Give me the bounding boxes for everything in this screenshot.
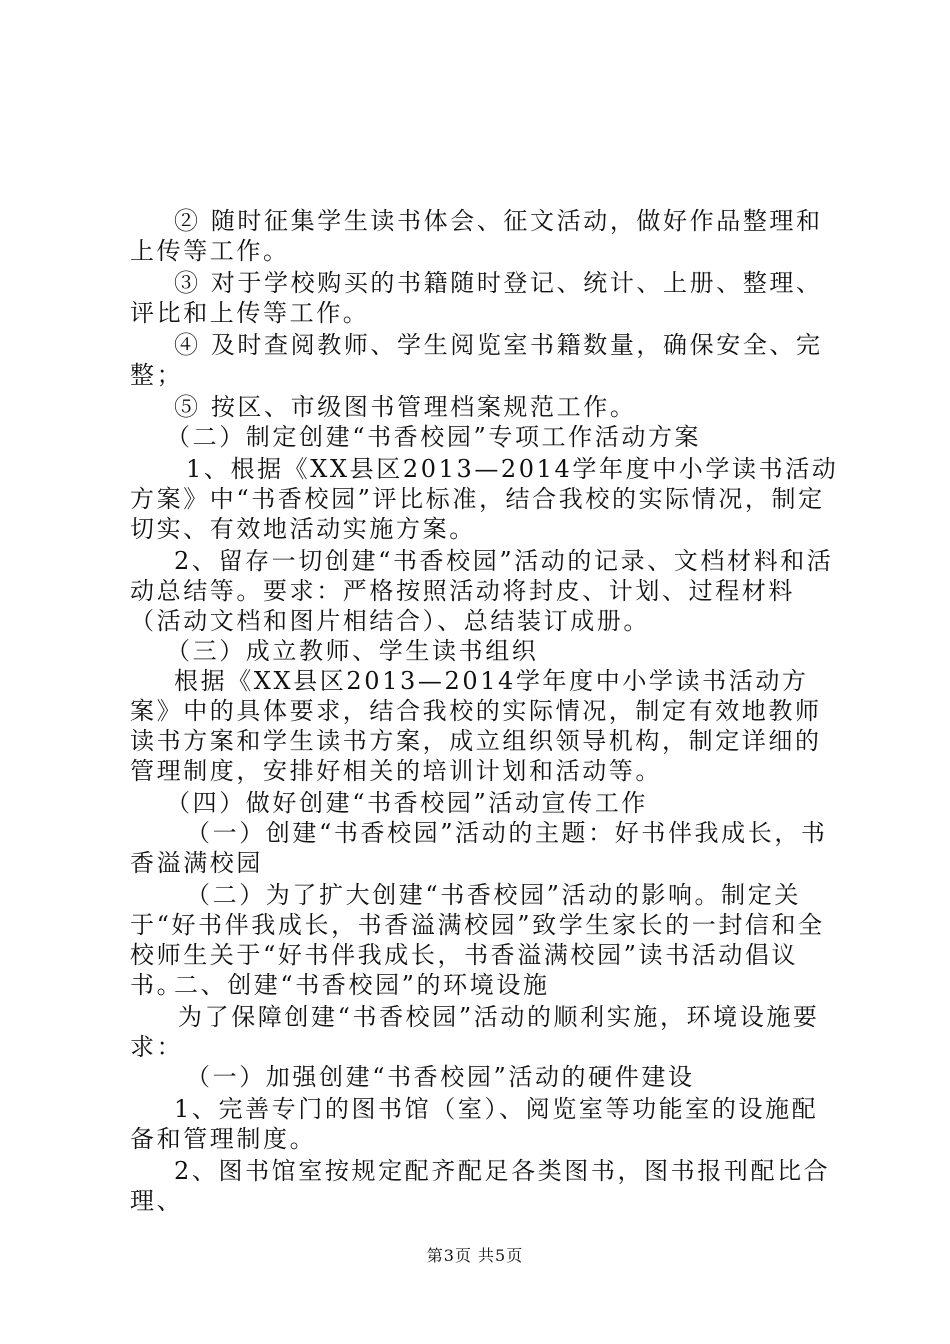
paragraph-item-4: ④ 及时查阅教师、学生阅览室书籍数量，确保安全、完整； — [130, 331, 823, 389]
paragraph-library-1: 1、完善专门的图书馆（室）、阅览室等功能室的设施配备和管理制度。 — [130, 1095, 819, 1153]
paragraph-environment-intro: 为了保障创建“书香校园”活动的顺利实施，环境设施要求： — [130, 1003, 820, 1061]
section-heading-4: （四）做好创建“书香校园”活动宣传工作 — [166, 789, 648, 817]
paragraph-item-2: ② 随时征集学生读书体会、征文活动，做好作品整理和上传等工作。 — [130, 207, 823, 265]
paragraph-library-2: 2、图书馆室按规定配齐配足各类图书，图书报刊配比合理、 — [130, 1157, 831, 1215]
paragraph-reading-org: 根据《XX县区2013—2014学年度中小学读书活动方案》中的具体要求，结合我校的实际情况，制定有效地教师读书方案和学生读书方案，成立组织领导机构，制定详细的管理制度，安排好相关的培训计划和活动等。 — [130, 667, 822, 785]
paragraph-influence: （二）为了扩大创建“书香校园”活动的影响。制定关于“好书伴我成长，书香溢满校园”致学生家长的一封信和全校师生关于“好书伴我成长，书香溢满校园”读书活动倡议书。 — [130, 881, 825, 999]
paragraph-item-5: ⑤ 按区、市级图书管理档案规范工作。 — [174, 393, 637, 421]
page-footer: 第3页 共5页 — [426, 1246, 524, 1265]
section-heading-environment: 二、创建“书香校园”的环境设施 — [174, 971, 550, 999]
section-heading-3: （三）成立教师、学生读书组织 — [166, 637, 539, 665]
section-heading-hardware: （一）加强创建“书香校园”活动的硬件建设 — [186, 1063, 695, 1091]
paragraph-theme: （一）创建“书香校园”活动的主题：好书伴我成长，书香溢满校园 — [130, 819, 828, 877]
paragraph-item-3: ③ 对于学校购买的书籍随时登记、统计、上册、整理、评比和上传等工作。 — [130, 269, 823, 327]
section-heading-2: （二）制定创建“书香校园”专项工作活动方案 — [166, 423, 702, 451]
paragraph-plan-2: 2、留存一切创建“书香校园”活动的记录、文档材料和活动总结等。要求：严格按照活动将封皮、计划、过程材料（活动文档和图片相结合）、总结装订成册。 — [130, 547, 834, 635]
paragraph-plan-1: 1、根据《XX县区2013—2014学年度中小学读书活动方案》中“书香校园”评比标准，结合我校的实际情况，制定切实、有效地活动实施方案。 — [130, 455, 839, 543]
